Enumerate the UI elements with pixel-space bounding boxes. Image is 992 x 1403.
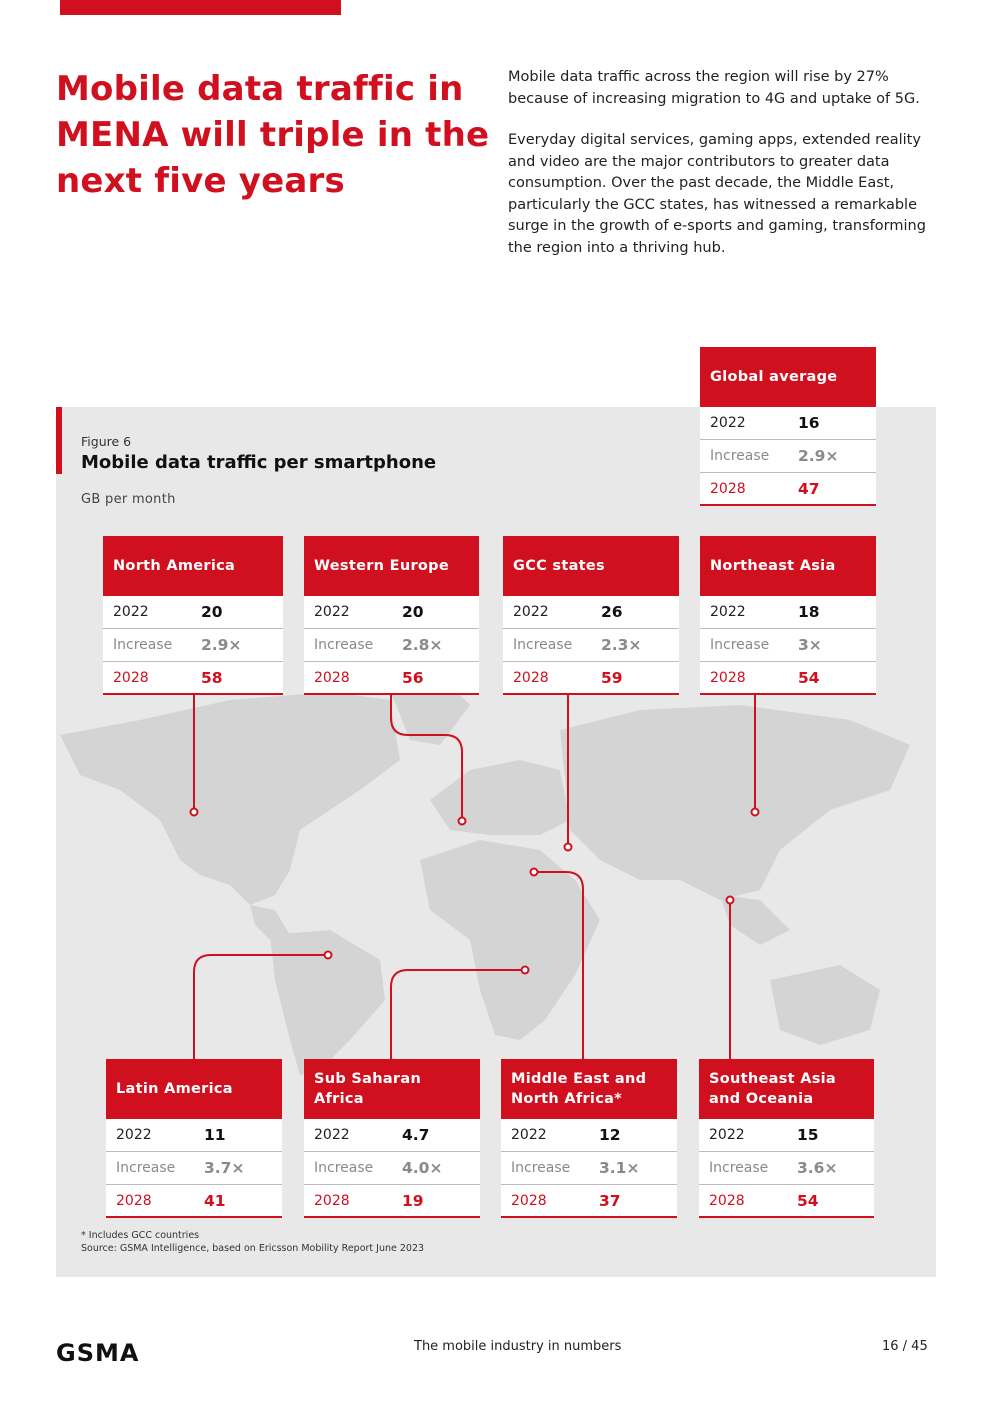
marker-north-america xyxy=(191,809,198,816)
row-value: 4.0× xyxy=(402,1159,443,1177)
row-2028 xyxy=(304,1185,480,1218)
row-label: 2028 xyxy=(710,669,746,686)
footnote-source: Source: GSMA Intelligence, based on Ericsson Mobility Report June 2023 xyxy=(81,1243,425,1254)
card-title: Southeast Asia and Oceania xyxy=(699,1059,874,1119)
figure-number: Figure 6 xyxy=(81,434,132,449)
row-2022 xyxy=(503,596,679,629)
figure-unit: GB per month xyxy=(81,492,176,507)
row-value: 2.9× xyxy=(798,447,839,465)
card-north-america xyxy=(103,536,283,695)
row-value: 2.9× xyxy=(201,636,242,654)
card-title: Sub Saharan Africa xyxy=(304,1059,480,1119)
row-label: 2022 xyxy=(710,415,746,431)
row-label: 2028 xyxy=(314,1192,350,1209)
card-title: North America xyxy=(103,536,283,596)
card-title: Middle East and North Africa* xyxy=(501,1059,677,1119)
row-label: 2022 xyxy=(511,1127,547,1143)
row-label: Increase xyxy=(710,637,770,653)
row-increase xyxy=(700,440,876,473)
row-value: 2.3× xyxy=(601,636,642,654)
row-increase xyxy=(501,1152,677,1185)
europe-shape xyxy=(430,760,570,835)
asia-shape xyxy=(560,705,910,900)
australia-shape xyxy=(770,965,880,1045)
north-america-shape xyxy=(60,692,400,905)
continents xyxy=(60,685,910,1075)
row-2022 xyxy=(304,1119,480,1152)
marker-mena xyxy=(531,869,538,876)
row-2028 xyxy=(700,473,876,506)
row-value: 12 xyxy=(599,1126,621,1144)
marker-latin-america xyxy=(325,952,332,959)
row-increase xyxy=(700,629,876,662)
row-label: 2022 xyxy=(314,1127,350,1143)
row-label: Increase xyxy=(511,1160,571,1176)
card-southeast-asia-oceania xyxy=(699,1059,874,1218)
row-2028 xyxy=(503,662,679,695)
row-label: 2022 xyxy=(314,604,350,620)
row-value: 3× xyxy=(798,636,822,654)
card-sub-saharan-africa xyxy=(304,1059,480,1218)
row-2022 xyxy=(501,1119,677,1152)
row-2028 xyxy=(304,662,479,695)
row-label: 2022 xyxy=(513,604,549,620)
row-label: Increase xyxy=(513,637,573,653)
row-2022 xyxy=(699,1119,874,1152)
row-value: 37 xyxy=(599,1191,621,1210)
card-western-europe xyxy=(304,536,479,695)
row-2028 xyxy=(699,1185,874,1218)
marker-northeast-asia xyxy=(752,809,759,816)
marker-sub-saharan xyxy=(522,967,529,974)
card-latin-america xyxy=(106,1059,282,1218)
row-value: 54 xyxy=(797,1191,819,1210)
row-value: 47 xyxy=(798,479,820,498)
row-value: 3.7× xyxy=(204,1159,245,1177)
card-title: Global average xyxy=(700,347,876,407)
row-value: 41 xyxy=(204,1191,226,1210)
row-value: 59 xyxy=(601,668,623,687)
card-title: Western Europe xyxy=(304,536,479,596)
card-title: Northeast Asia xyxy=(700,536,876,596)
row-label: Increase xyxy=(710,448,770,464)
page-number: 16 / 45 xyxy=(882,1339,928,1354)
row-2028 xyxy=(700,662,876,695)
row-2028 xyxy=(501,1185,677,1218)
card-title: GCC states xyxy=(503,536,679,596)
row-value: 19 xyxy=(402,1191,424,1210)
row-increase xyxy=(304,629,479,662)
row-increase xyxy=(304,1152,480,1185)
footer-title: The mobile industry in numbers xyxy=(414,1339,622,1354)
row-2028 xyxy=(103,662,283,695)
row-value: 20 xyxy=(201,603,223,621)
figure-title: Mobile data traffic per smartphone xyxy=(81,452,437,473)
row-value: 3.6× xyxy=(797,1159,838,1177)
page-headline: Mobile data traffic in MENA will triple in the next five years xyxy=(56,69,490,201)
row-label: Increase xyxy=(113,637,173,653)
intro-paragraph-2: Everyday digital services, gaming apps, extended reality and video are the major contributors to greater data consumption. Over the past decade, the Middle East, particularly the GCC states, has witnessed a remarkable surge in the growth of e-sports and gaming, transforming the region into a thriving hub. xyxy=(508,132,926,256)
row-2022 xyxy=(106,1119,282,1152)
row-label: 2022 xyxy=(113,604,149,620)
row-value: 56 xyxy=(402,668,424,687)
row-value: 20 xyxy=(402,603,424,621)
row-value: 18 xyxy=(798,603,820,621)
row-label: 2028 xyxy=(314,669,350,686)
row-value: 58 xyxy=(201,668,223,687)
row-value: 11 xyxy=(204,1126,226,1144)
africa-shape xyxy=(420,840,600,1040)
row-label: Increase xyxy=(116,1160,176,1176)
row-value: 4.7 xyxy=(402,1126,430,1144)
card-title: Latin America xyxy=(106,1059,282,1119)
row-2022 xyxy=(700,596,876,629)
marker-western-europe xyxy=(459,818,466,825)
row-label: 2022 xyxy=(709,1127,745,1143)
row-label: 2028 xyxy=(710,480,746,497)
row-value: 3.1× xyxy=(599,1159,640,1177)
row-increase xyxy=(503,629,679,662)
row-label: 2028 xyxy=(116,1192,152,1209)
row-label: 2022 xyxy=(710,604,746,620)
row-value: 15 xyxy=(797,1126,819,1144)
marker-gcc xyxy=(565,844,572,851)
row-increase xyxy=(103,629,283,662)
card-global-average xyxy=(700,347,876,506)
row-2022 xyxy=(700,407,876,440)
figure-footnote xyxy=(81,1229,424,1255)
card-gcc-states xyxy=(503,536,679,695)
row-value: 26 xyxy=(601,603,623,621)
intro-paragraph-1: Mobile data traffic across the region will rise by 27% because of increasing migration to 4G and uptake of 5G. xyxy=(508,69,920,107)
row-label: Increase xyxy=(709,1160,769,1176)
row-2028 xyxy=(106,1185,282,1218)
card-middle-east-north-africa xyxy=(501,1059,677,1218)
card-northeast-asia xyxy=(700,536,876,695)
marker-southeast-asia xyxy=(727,897,734,904)
row-label: 2028 xyxy=(511,1192,547,1209)
row-2022 xyxy=(103,596,283,629)
row-increase xyxy=(699,1152,874,1185)
row-label: Increase xyxy=(314,637,374,653)
row-increase xyxy=(106,1152,282,1185)
row-label: 2028 xyxy=(709,1192,745,1209)
row-label: Increase xyxy=(314,1160,374,1176)
row-label: 2028 xyxy=(113,669,149,686)
gsma-logo: GSMA xyxy=(56,1339,140,1367)
row-value: 2.8× xyxy=(402,636,443,654)
row-label: 2028 xyxy=(513,669,549,686)
row-2022 xyxy=(304,596,479,629)
row-label: 2022 xyxy=(116,1127,152,1143)
footnote-note: * Includes GCC countries xyxy=(81,1230,200,1241)
row-value: 54 xyxy=(798,668,820,687)
row-value: 16 xyxy=(798,414,820,432)
